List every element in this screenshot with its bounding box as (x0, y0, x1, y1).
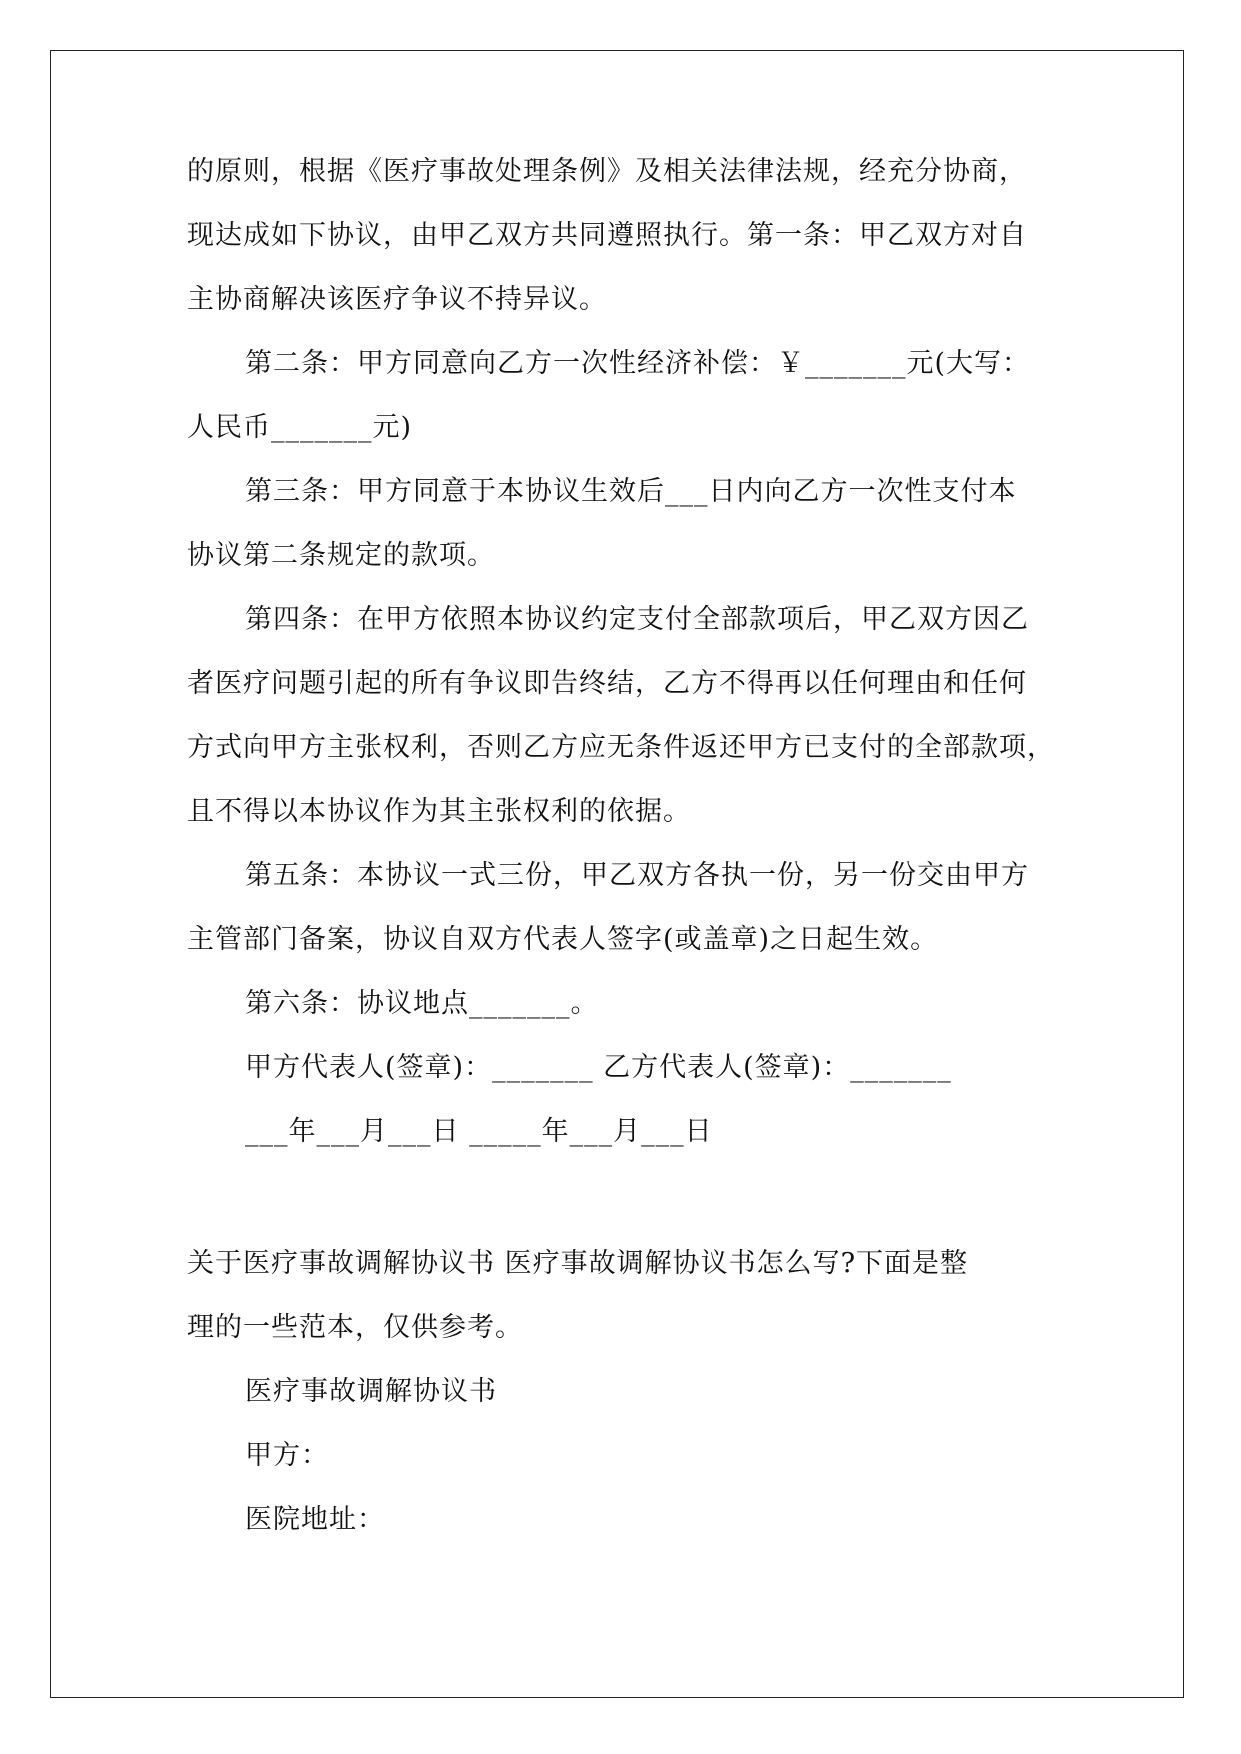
paragraph-line: 协议第二条规定的款项。 (187, 540, 495, 571)
paragraph-line: 理的一些范本，仅供参考。 (187, 1312, 523, 1343)
section-gap (187, 1164, 1067, 1232)
paragraph-line: 且不得以本协议作为其主张权利的依据。 (187, 796, 691, 827)
article-five-line: 第五条：本协议一式三份，甲乙双方各执一份，另一份交由甲方 (245, 860, 1029, 891)
paragraph-line: 主管部门备案，协议自双方代表人签字(或盖章)之日起生效。 (187, 924, 939, 955)
document-title: 医疗事故调解协议书 (245, 1376, 497, 1407)
hospital-address-label: 医院地址： (245, 1504, 385, 1535)
paragraph-line: 主协商解决该医疗争议不持异议。 (187, 284, 607, 315)
article-six-line: 第六条：协议地点_______。 (245, 988, 599, 1019)
paragraph-line: 者医疗问题引起的所有争议即告终结，乙方不得再以任何理由和任何 (187, 668, 1027, 699)
paragraph-line: 人民币_______元) (187, 412, 413, 443)
article-two-line: 第二条：甲方同意向乙方一次性经济补偿：￥_______元(大写： (245, 348, 1031, 379)
section-intro-line: 关于医疗事故调解协议书 医疗事故调解协议书怎么写?下面是整 (187, 1248, 969, 1279)
document-body (187, 140, 1067, 1552)
date-line: ___年___月___日 _____年___月___日 (245, 1116, 713, 1147)
paragraph-line: 现达成如下协议，由甲乙双方共同遵照执行。第一条：甲乙双方对自 (187, 220, 1027, 251)
paragraph-line: 的原则，根据《医疗事故处理条例》及相关法律法规，经充分协商， (187, 156, 1027, 187)
paragraph-line: 方式向甲方主张权利，否则乙方应无条件返还甲方已支付的全部款项， (187, 732, 1055, 763)
article-four-line: 第四条：在甲方依照本协议约定支付全部款项后，甲乙双方因乙 (245, 604, 1029, 635)
signature-line: 甲方代表人(签章)：_______ 乙方代表人(签章)：_______ (245, 1052, 952, 1083)
party-a-label: 甲方： (245, 1440, 329, 1471)
article-three-line: 第三条：甲方同意于本协议生效后___日内向乙方一次性支付本 (245, 476, 1017, 507)
